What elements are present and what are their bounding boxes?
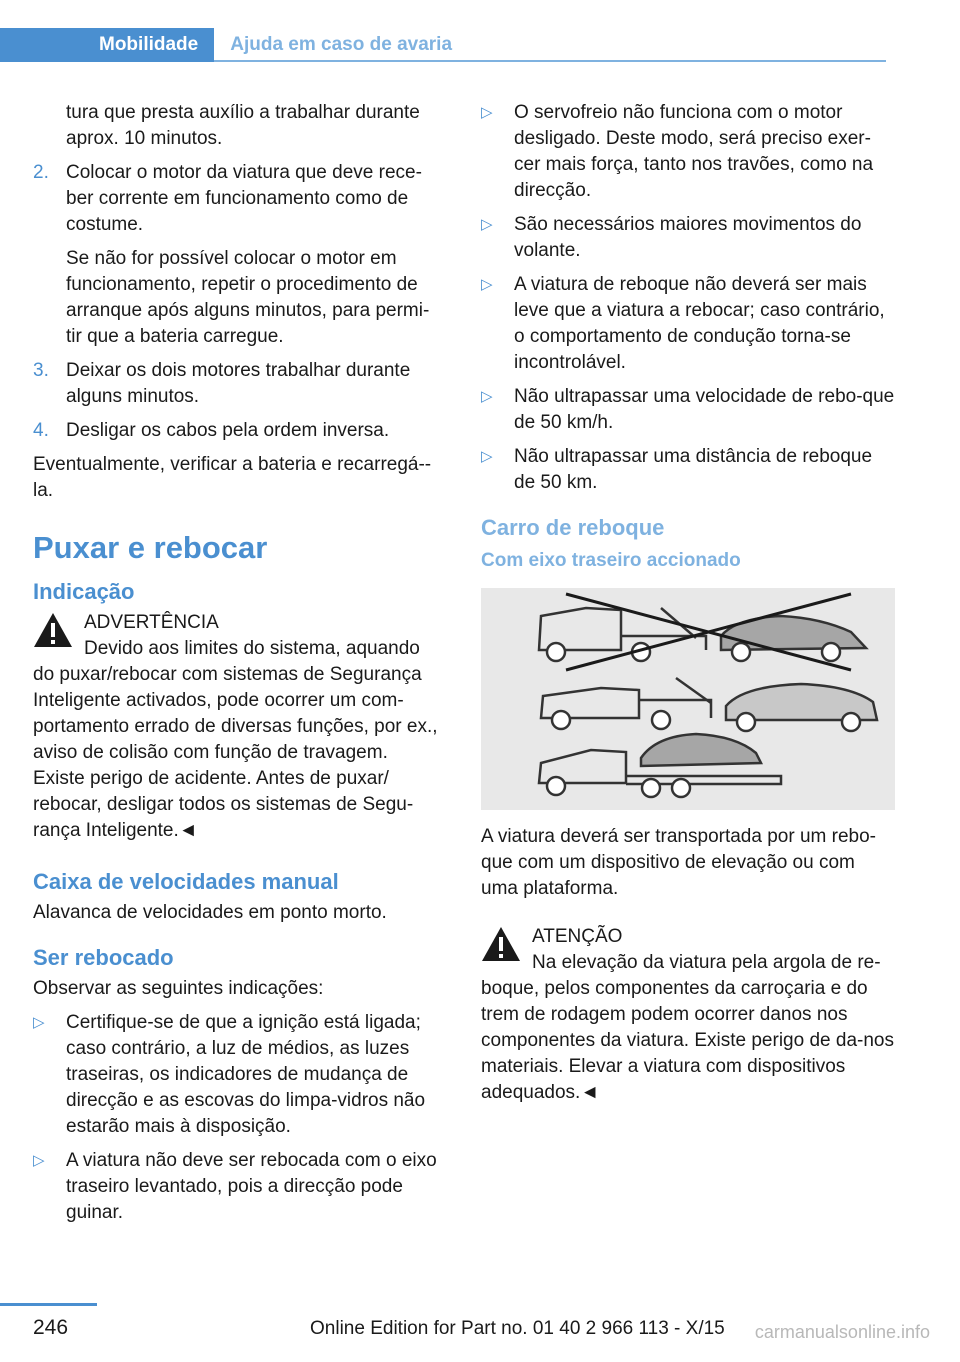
edition-footer: Online Edition for Part no. 01 40 2 966 113 - X/15 bbox=[310, 1318, 725, 1339]
step-item bbox=[33, 418, 441, 444]
step-number: 3. bbox=[33, 360, 49, 381]
heading-eixo-traseiro: Com eixo traseiro accionado bbox=[481, 550, 741, 571]
triangle-bullet-icon: ▷ bbox=[481, 276, 493, 293]
list-item bbox=[33, 1148, 441, 1226]
warning-triangle-icon bbox=[481, 926, 521, 962]
watermark: carmanualsonline.info bbox=[754, 1322, 930, 1342]
triangle-bullet-icon: ▷ bbox=[33, 1014, 45, 1031]
towing-illustration bbox=[481, 588, 895, 810]
left-column bbox=[33, 100, 441, 1234]
step-number: 2. bbox=[33, 162, 49, 183]
heading-ser-rebocado: Ser rebocado bbox=[33, 945, 174, 970]
list-item bbox=[481, 212, 895, 264]
page-number-bar bbox=[0, 1303, 97, 1306]
heading-indicacao: Indicação bbox=[33, 579, 135, 604]
figure-caption: A viatura deverá ser transportada por um rebo-que com um dispositivo de elevação ou com uma plataforma. bbox=[481, 826, 876, 899]
battery-note: Eventualmente, verificar a bateria e recarregá--la. bbox=[33, 454, 432, 501]
step1-continuation: tura que presta auxílio a trabalhar durante aprox. 10 minutos. bbox=[66, 102, 420, 149]
triangle-bullet-icon: ▷ bbox=[481, 388, 493, 405]
heading-carro-reboque: Carro de reboque bbox=[481, 515, 665, 540]
step-text: Desligar os cabos pela ordem inversa. bbox=[66, 420, 390, 441]
ser-rebocado-text: Observar as seguintes indicações: bbox=[33, 978, 324, 999]
warning-text: Devido aos limites do sistema, aquando do puxar/rebocar com sistemas de Segurança Inteligente activados, pode ocorrer um com-portamento errado de diversas funções, por ex., aviso de colisão com função de travagem. Existe perigo de acidente. Antes de puxar/ rebocar, desligar todos os sistemas de Segu-rança Inteligente.◄ bbox=[33, 638, 438, 841]
step-item bbox=[33, 160, 441, 238]
triangle-bullet-icon: ▷ bbox=[33, 1152, 45, 1169]
right-column bbox=[481, 100, 895, 1114]
triangle-bullet-icon: ▷ bbox=[481, 216, 493, 233]
list-item-text: Não ultrapassar uma velocidade de rebo-que de 50 km/h. bbox=[514, 386, 895, 433]
list-item-text: A viatura não deve ser rebocada com o eixo traseiro levantado, pois a direcção pode guinar. bbox=[66, 1150, 437, 1223]
caixa-text: Alavanca de velocidades em ponto morto. bbox=[33, 902, 387, 923]
warning-title: ATENÇÃO bbox=[532, 926, 623, 947]
list-item-text: Certifique-se de que a ignição está ligada; caso contrário, a luz de médios, as luzes traseiras, os indicadores de mudança de direcção e as escovas do limpa-vidros não estarão mais à disposição. bbox=[66, 1012, 426, 1137]
triangle-bullet-icon: ▷ bbox=[481, 104, 493, 121]
step-note: Se não for possível colocar o motor em funcionamento, repetir o procedimento de arranque após alguns minutos, para permi-tir que a bateria carregue. bbox=[66, 248, 430, 347]
tab-mobilidade[interactable]: Mobilidade bbox=[0, 28, 214, 62]
header-bar bbox=[0, 28, 886, 62]
step-item bbox=[33, 358, 441, 410]
list-item bbox=[481, 100, 895, 204]
list-item bbox=[33, 1010, 441, 1140]
tow-truck-illustration bbox=[481, 588, 895, 810]
list-item-text: Não ultrapassar uma distância de reboque de 50 km. bbox=[514, 446, 873, 493]
step-text: Deixar os dois motores trabalhar durante alguns minutos. bbox=[66, 360, 411, 407]
warning-block bbox=[481, 924, 895, 1106]
list-item-text: A viatura de reboque não deverá ser mais leve que a viatura a rebocar; caso contrário, o comportamento de condução torna-se incontrolável. bbox=[514, 274, 885, 373]
list-item bbox=[481, 384, 895, 436]
list-item-text: O servofreio não funciona com o motor desligado. Deste modo, será preciso exer-cer mais força, tanto nos travões, como na direcção. bbox=[514, 102, 874, 201]
list-item bbox=[481, 444, 895, 496]
list-item-text: São necessários maiores movimentos do volante. bbox=[514, 214, 862, 261]
warning-block bbox=[33, 610, 441, 844]
heading-caixa-velocidades: Caixa de velocidades manual bbox=[33, 869, 339, 894]
list-item bbox=[481, 272, 895, 376]
heading-puxar-rebocar: Puxar e rebocar bbox=[33, 530, 268, 565]
warning-text: Na elevação da viatura pela argola de re-boque, pelos componentes da carroçaria e do trem de rodagem podem ocorrer danos nos componentes da viatura. Existe perigo de da-nos materiais. Elevar a viatura com dispositivos adequados.◄ bbox=[481, 952, 894, 1103]
step-text: Colocar o motor da viatura que deve rece-ber corrente em funcionamento como de costume. bbox=[66, 162, 422, 235]
triangle-bullet-icon: ▷ bbox=[481, 448, 493, 465]
warning-triangle-icon bbox=[33, 612, 73, 648]
tab-ajuda-avaria[interactable]: Ajuda em caso de avaria bbox=[214, 28, 886, 62]
warning-title: ADVERTÊNCIA bbox=[84, 612, 219, 633]
page-number: 246 bbox=[33, 1316, 69, 1339]
step-number: 4. bbox=[33, 420, 49, 441]
